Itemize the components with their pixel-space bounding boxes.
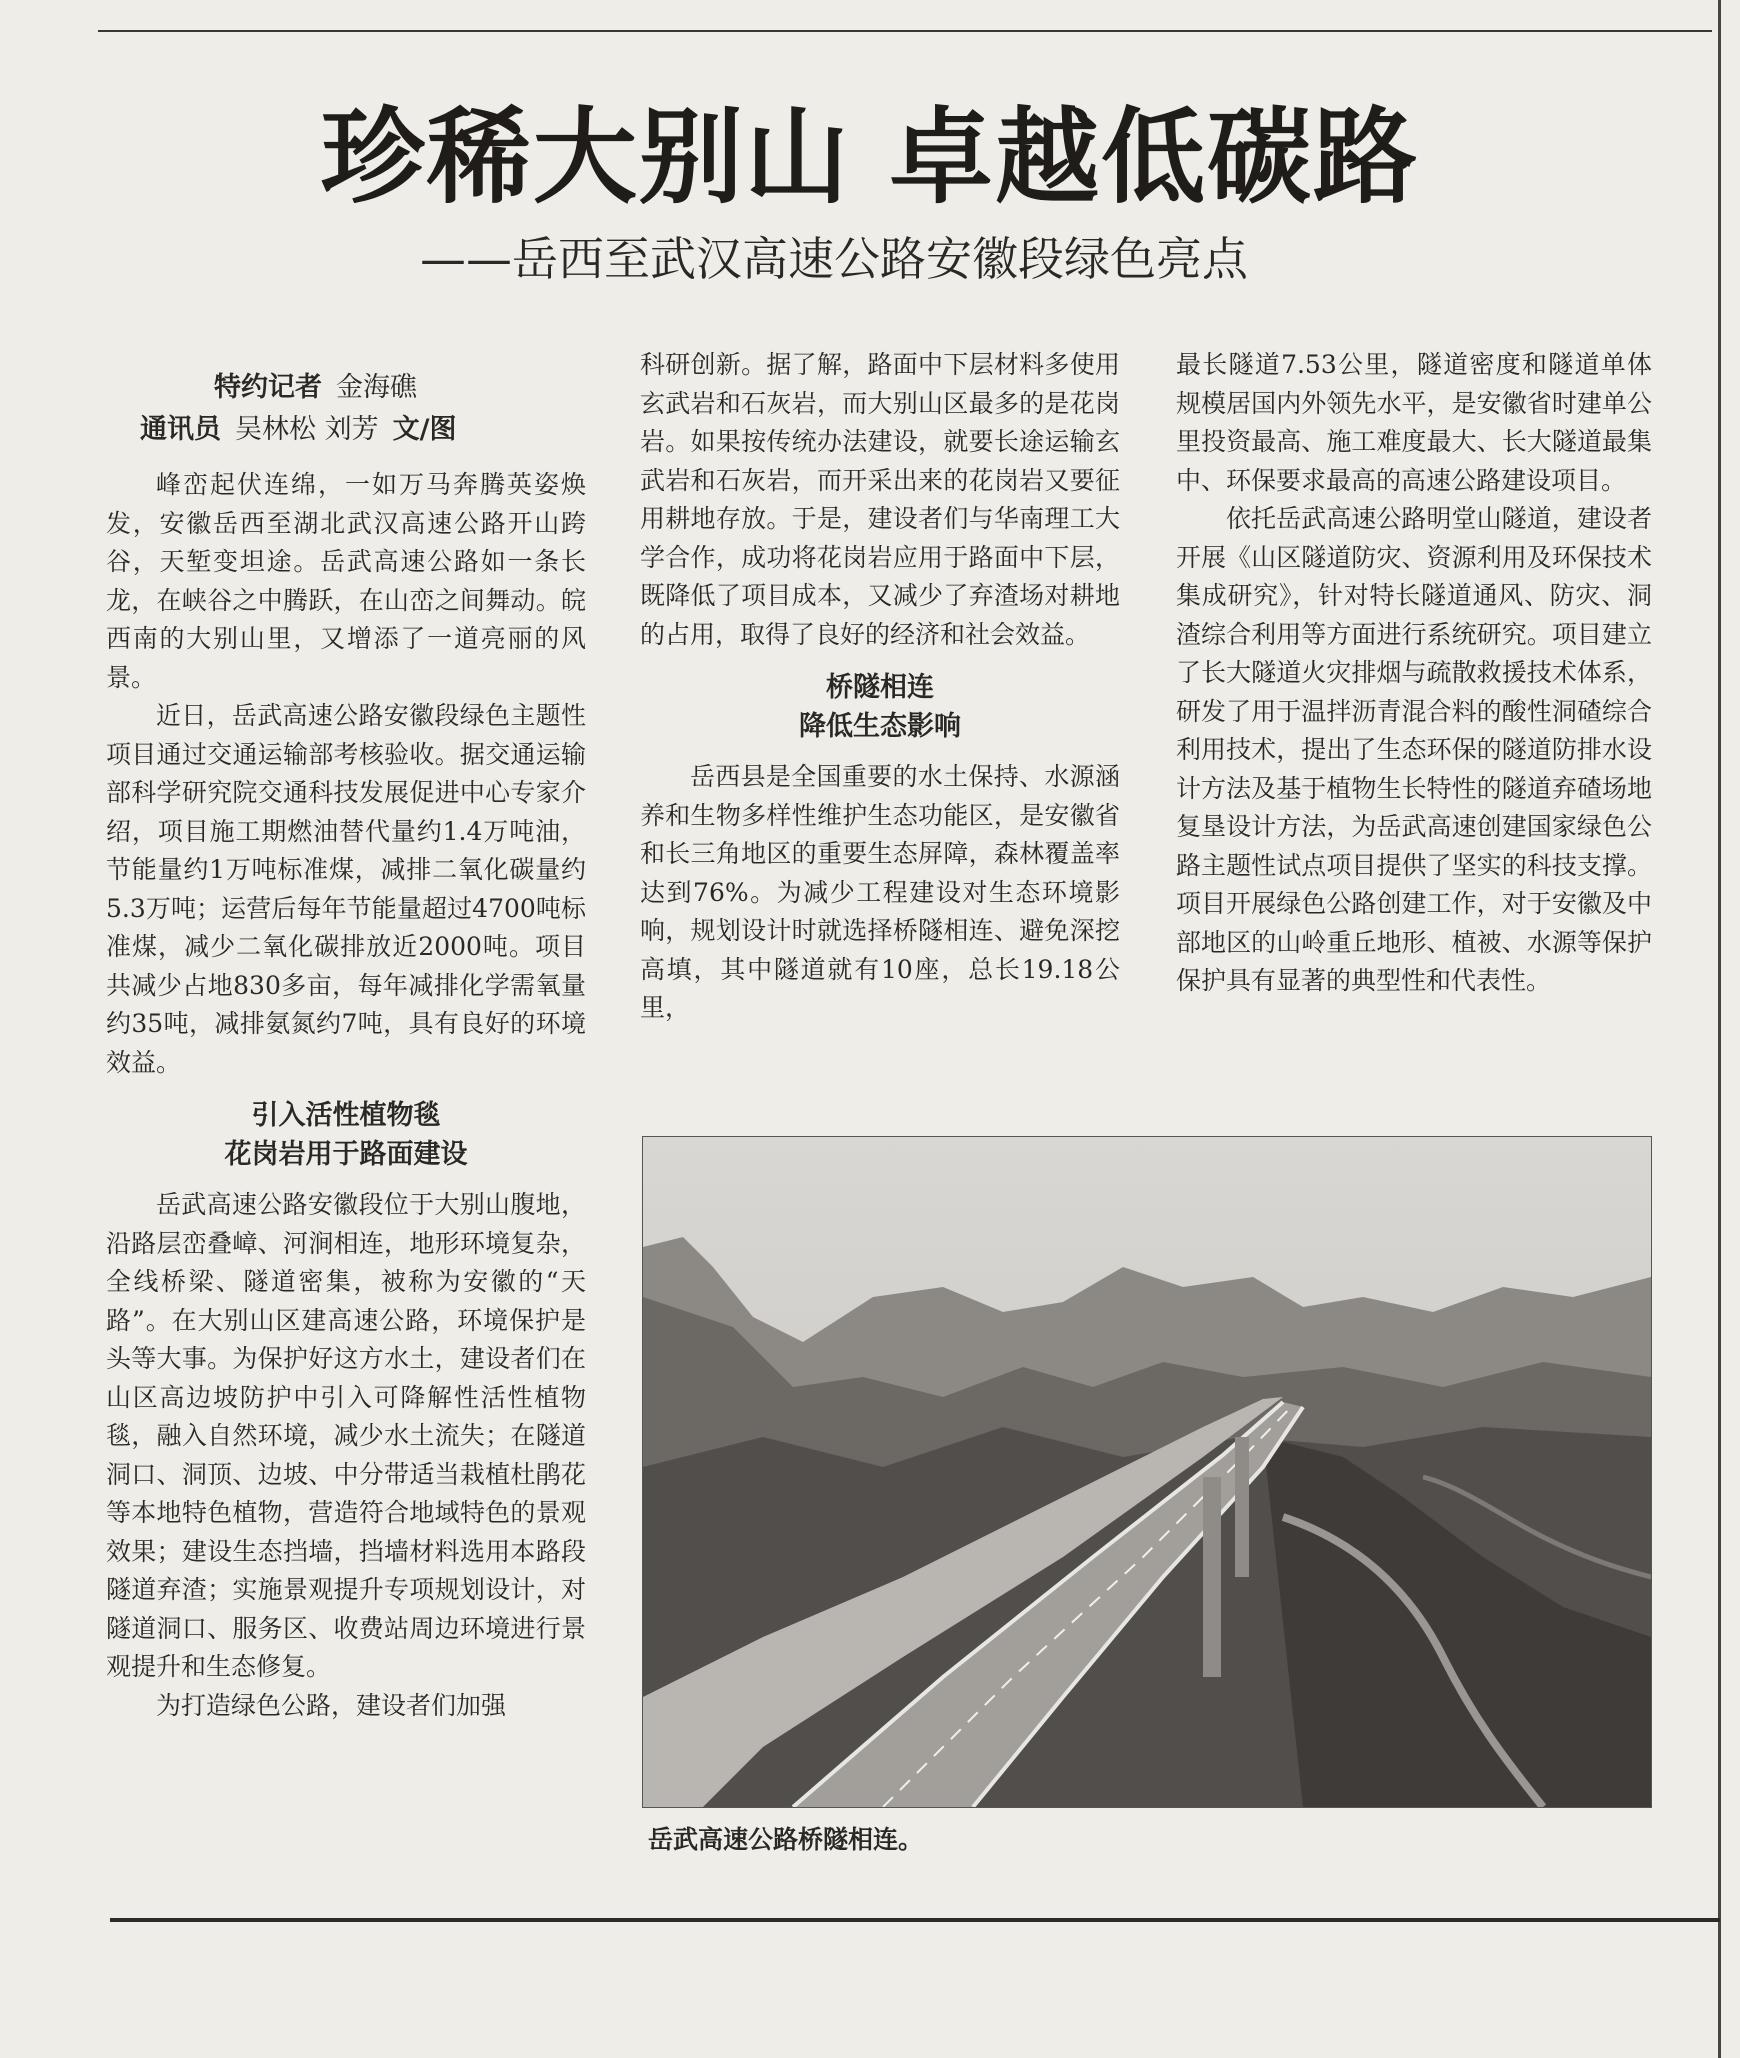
section-heading-plant-blanket [106,1096,586,1174]
correspondent-label: 通讯员 [140,414,221,445]
section-heading-line: 桥隧相连 [826,672,934,703]
col1-paragraph-4: 为打造绿色公路，建设者们加强 [156,1690,507,1720]
photo-caption: 岳武高速公路桥隧相连。 [648,1825,924,1854]
highway-photo [642,1136,1652,1808]
section-heading-line: 花岗岩用于路面建设 [224,1139,468,1170]
section-heading-line: 降低生态影响 [799,711,961,742]
col1-paragraph-1: 峰峦起伏连绵，一如万马奔腾英姿焕发，安徽岳西至湖北武汉高速公路开山跨谷，天堑变坦途。岳武高速公路如一条长龙，在峡谷之中腾跃，在山峦之间舞动。皖西南的大别山里，又增添了一道亮丽的风景。 [106,470,586,692]
column-1 [106,466,586,1725]
credit: 文/图 [392,414,457,445]
col1-paragraph-3: 岳武高速公路安徽段位于大别山腹地，沿路层峦叠嶂、河涧相连，地形环境复杂，全线桥梁、隧道密集，被称为安徽的“天路”。在大别山区建高速公路，环境保护是头等大事。为保护好这方水土，建设者们在山区高边坡防护中引入可降解性活性植物毯，融入自然环境，减少水土流失；在隧道洞口、洞顶、边坡、中分带适当栽植杜鹃花等本地特色植物，营造符合地域特色的景观效果；建设生态挡墙，挡墙材料选用本路段隧道弃渣；实施景观提升专项规划设计，对隧道洞口、服务区、收费站周边环境进行景观提升和生态修复。 [106,1190,586,1681]
page-edge [1718,0,1721,2058]
bottom-rule [110,1918,1720,1922]
col1-paragraph-2: 近日，岳武高速公路安徽段绿色主题性项目通过交通运输部考核验收。据交通运输部科学研究院交通科技发展促进中心专家介绍，项目施工期燃油替代量约1.4万吨油，节能量约1万吨标准煤，减排二氧化碳量约5.3万吨；运营后每年节能量超过4700吨标准煤，减少二氧化碳排放近2000吨。项目共减少占地830多亩，每年减排化学需氧量约35吨，减排氨氮约7吨，具有良好的环境效益。 [106,701,586,1077]
byline-correspondent [140,414,456,446]
subheadline: ——岳西至武汉高速公路安徽段绿色亮点 [420,232,1248,286]
top-rule [98,30,1712,32]
col2-paragraph-1: 科研创新。据了解，路面中下层材料多使用玄武岩和石灰岩，而大别山区最多的是花岗岩。如果按传统办法建设，就要长途运输玄武岩和石灰岩，而开采出来的花岗岩又要征用耕地存放。于是，建设者们与华南理工大学合作，成功将花岗岩应用于路面中下层，既降低了项目成本，又减少了弃渣场对耕地的占用，取得了良好的经济和社会效益。 [640,350,1120,649]
col2-paragraph-2: 岳西县是全国重要的水土保持、水源涵养和生物多样性维护生态功能区，是安徽省和长三角地区的重要生态屏障，森林覆盖率达到76%。为减少工程建设对生态环境影响，规划设计时就选择桥隧相连、避免深挖高填，其中隧道就有10座，总长19.18公里， [640,762,1120,1022]
reporter-label: 特约记者 [214,372,322,403]
section-heading-line: 引入活性植物毯 [251,1100,441,1131]
col3-paragraph-2: 依托岳武高速公路明堂山隧道，建设者开展《山区隧道防灾、资源利用及环保技术集成研究》，针对特长隧道通风、防灾、洞渣综合利用等方面进行系统研究。项目建立了长大隧道火灾排烟与疏散救援技术体系，研发了用于温拌沥青混合料的酸性洞碴综合利用技术，提出了生态环保的隧道防排水设计方法及基于植物生长特性的隧道弃碴场地复垦设计方法，为岳武高速创建国家绿色公路主题性试点项目提供了坚实的科技支撑。项目开展绿色公路创建工作，对于安徽及中部地区的山岭重丘地形、植被、水源等保护保护具有显著的典型性和代表性。 [1176,504,1652,995]
byline-reporter [214,372,417,404]
reporter-name: 金海礁 [336,372,417,403]
headline: 珍稀大别山 卓越低碳路 [320,96,1420,218]
col3-paragraph-1: 最长隧道7.53公里，隧道密度和隧道单体规模居国内外领先水平，是安徽省时建单公里投资最高、施工难度最大、长大隧道最集中、环保要求最高的高速公路建设项目。 [1176,350,1652,495]
correspondent-names: 吴林松 刘芳 [235,414,379,445]
column-2 [640,346,1120,1028]
section-heading-bridge-tunnel [640,668,1120,746]
column-3 [1176,346,1652,1001]
